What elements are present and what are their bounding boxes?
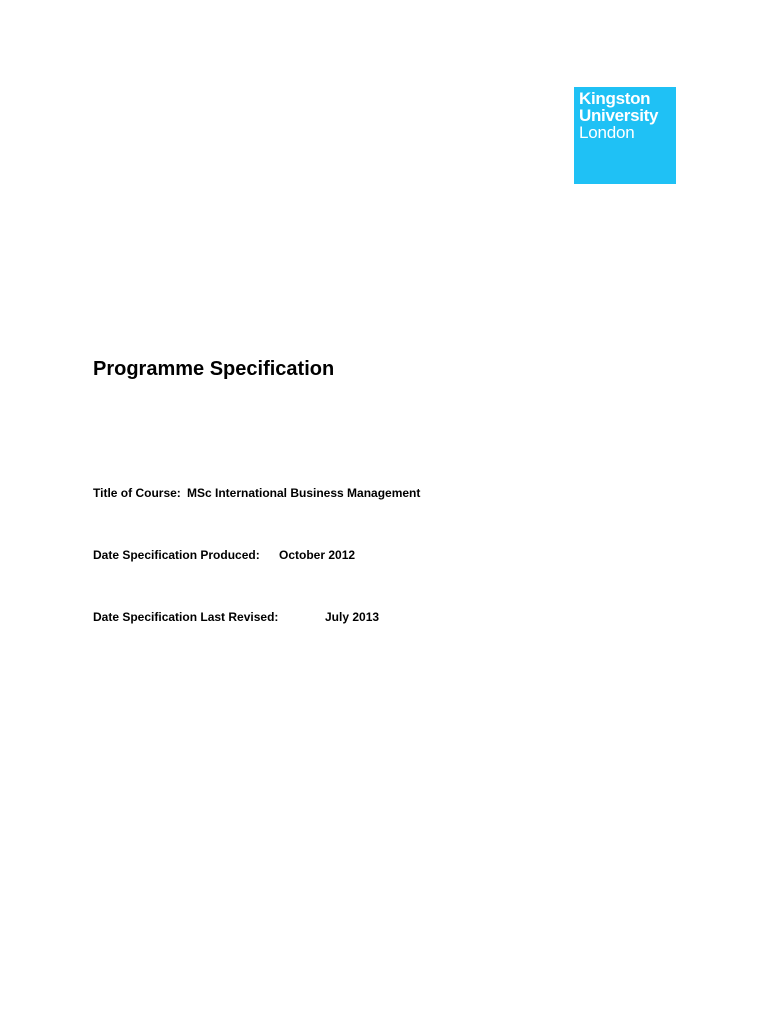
date-revised-row bbox=[93, 610, 380, 624]
logo-line-kingston: Kingston bbox=[579, 89, 651, 108]
course-title-value: MSc International Business Management bbox=[187, 486, 421, 500]
date-revised-value: July 2013 bbox=[325, 610, 380, 624]
course-title-row bbox=[93, 486, 421, 500]
logo-line-london: London bbox=[579, 123, 635, 142]
date-produced-value: October 2012 bbox=[279, 548, 356, 562]
date-produced-label: Date Specification Produced: bbox=[93, 548, 260, 562]
document-title: Programme Specification bbox=[93, 358, 335, 380]
date-revised-label: Date Specification Last Revised: bbox=[93, 610, 279, 624]
course-title-label: Title of Course: bbox=[93, 486, 181, 500]
date-produced-row bbox=[93, 548, 356, 562]
logo-line-university: University bbox=[579, 106, 659, 125]
kingston-university-logo bbox=[574, 87, 676, 184]
